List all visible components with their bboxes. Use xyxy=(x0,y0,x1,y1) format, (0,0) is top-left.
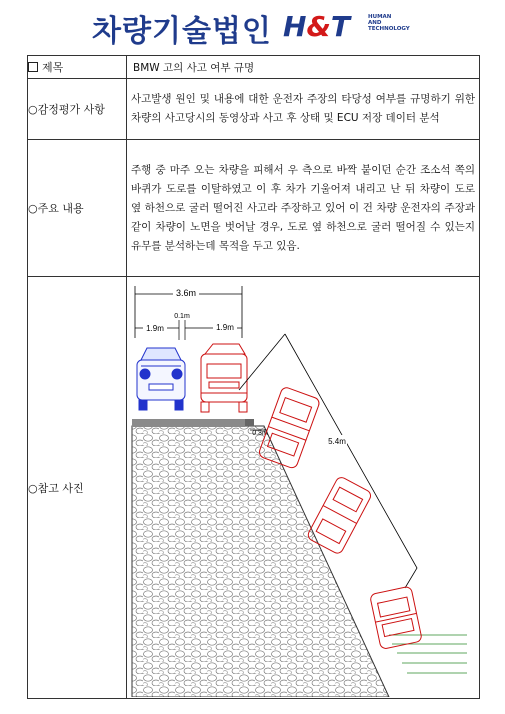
logo-amp: & xyxy=(306,10,331,43)
blue-car xyxy=(137,348,185,410)
embankment xyxy=(132,426,389,697)
road-surface xyxy=(132,419,245,427)
title-row xyxy=(28,56,480,79)
logo-sub-line: HUMAN xyxy=(368,14,392,20)
accident-diagram xyxy=(127,278,480,697)
title-label: 제목 xyxy=(42,61,64,74)
photo-label: ○참고 사진 xyxy=(28,277,127,699)
logo-sub-line: AND xyxy=(368,20,382,26)
dim-car2-label: 1.9m xyxy=(216,323,234,332)
letterhead xyxy=(0,0,505,52)
red-car-road xyxy=(201,344,247,412)
main-content-row xyxy=(28,140,480,277)
dim-car1-label: 1.9m xyxy=(146,324,164,333)
main-text: 주행 중 마주 오는 차량을 피해서 우 측으로 바짝 붙이던 순간 조소석 쪽의 바퀴가 도로를 이탈하였고 이 후 차가 기울어져 내리고 난 뒤 차량이 도로 옆 하천으로 굴러 떨어진 사고라 주장하고 있어 이 건 차량 운전자의 주장과 같이 차량이 노면을 벗어날 경우, 도로 옆 하천으로 굴러 떨어질 수 있는지 유무를 분석하는데 목적을 두고 있음. xyxy=(131,163,475,252)
report-table xyxy=(27,55,480,699)
ht-logo-mark xyxy=(283,10,350,43)
logo-h: H xyxy=(283,10,307,43)
checkbox-icon xyxy=(28,62,38,72)
dim-slope-label: 5.4m xyxy=(328,437,346,446)
logo-sub-line: TECHNOLOGY xyxy=(368,26,410,32)
main-label: ○주요 내용 xyxy=(28,140,127,277)
dim-shoulder-label: 0.3m xyxy=(252,430,268,437)
river-water xyxy=(389,635,467,673)
dim-gap-label: 0.1m xyxy=(174,313,190,320)
logo-t: T xyxy=(330,10,350,43)
title-value: BMW 고의 사고 여부 규명 xyxy=(127,56,480,79)
appraisal-text: 사고발생 원인 및 내용에 대한 운전자 주장의 타당성 여부를 규명하기 위한 차량의 사고당시의 동영상과 사고 후 상태 및 ECU 저장 데이터 분석 xyxy=(131,93,475,124)
company-name-logo: 차량기술법인 xyxy=(92,14,272,49)
appraisal-row xyxy=(28,79,480,140)
road-edge xyxy=(245,419,254,426)
dim-total-label: 3.6m xyxy=(175,288,197,298)
logo-subtitle xyxy=(368,14,410,32)
title-label-cell xyxy=(28,56,127,79)
photo-row xyxy=(28,277,480,699)
red-car-river xyxy=(370,586,423,650)
appraisal-label: ○감정평가 사항 xyxy=(28,79,127,140)
